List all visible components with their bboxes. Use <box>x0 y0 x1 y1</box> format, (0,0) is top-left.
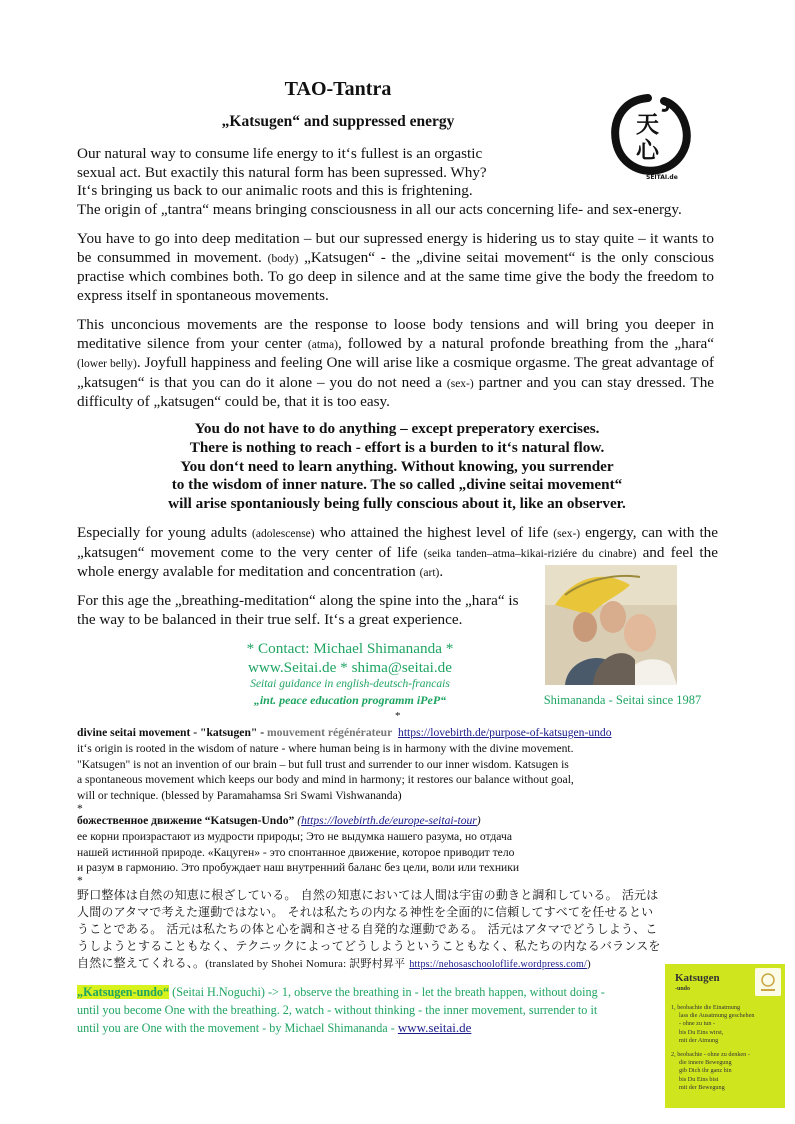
small-note: (art) <box>419 567 440 580</box>
contact-programm: „int. peace education programm iPeP“ <box>253 693 447 707</box>
card-line: lass die Ausatmung geschehen <box>679 1012 755 1020</box>
text-run: . Joyfull happiness and feeling One will arise like a cosmique orgasme. The great advantage of „katsugen“ is that you can do it alone – you do not need a <box>77 354 715 391</box>
text-run: „Katsugen“ - the „divine seitai movement“ is the only conscious practise which combines both. To go deep in silence and at the same time give the body the freedom to express itself in spontaneous movements. <box>77 248 715 304</box>
text-line <box>77 983 667 1001</box>
text-run: (Seitai H.Noguchi) -> 1, observe the breathing in - let the breath happen, without doing - <box>169 985 605 999</box>
small-note: (sex-) <box>446 377 474 390</box>
text-line: it‘s origin is rooted in the wisdom of nature - where human being is in harmony with the divine movement. <box>77 741 574 755</box>
small-note: (body) <box>267 252 299 265</box>
paren: ( <box>297 814 302 827</box>
nehosa-link[interactable]: https://nehosaschooloflife.wordpress.com/ <box>409 959 587 970</box>
text-run: You have to go into deep meditation – but our supressed energy is hidering us to stay quite – it wants to be consummed in movement. <box>77 230 714 266</box>
text-run: This unconcious movements are the response to loose body tensions and will bring you deeper in meditative silence from your center <box>77 316 714 352</box>
text-line: "Katsugen" is not an invention of our brain – but full trust and surrender to our inner wisdom. Katsugen is <box>77 757 569 771</box>
card-line: mit der Bewegung <box>679 1083 725 1091</box>
card-line: bis Du Eins wirst, <box>679 1028 724 1036</box>
russian-section <box>77 813 717 886</box>
small-note: (adolescense) <box>252 528 315 540</box>
contact-line: * Contact: Michael Shimananda * <box>246 640 454 657</box>
key-message-line: You don‘t need to learn anything. Without knowing, you surrender <box>180 457 614 475</box>
paren: ) <box>476 814 481 827</box>
english-heading <box>77 725 717 741</box>
small-note: (sex-) <box>553 528 581 540</box>
key-message-block <box>77 420 717 514</box>
text-line <box>77 955 717 973</box>
separator-star: * <box>77 801 83 815</box>
text-line: sexual act. But exactily this natural form has been supressed. Why? <box>77 163 487 181</box>
card-line: - ohne zu tun - <box>679 1020 716 1028</box>
text-line: 野口整体は自然の知恵に根ざしている。 自然の知恵においては人間は宇宙の動きと調和している。 活元は <box>77 888 659 902</box>
small-note: (seika tanden–atma–kikai-riziére du cinabre) <box>423 547 637 560</box>
text-line: 人間のアタマで考えた運動ではない。 それは私たちの内なる神性を全面的に信頼してすべてを任せるとい <box>77 905 654 919</box>
english-section <box>77 725 717 814</box>
text-line: и разум в гармонию. Это пробуждает наш внутренний баланс без цели, воли или техники <box>77 861 520 875</box>
separator-star: * <box>395 710 401 722</box>
logo-kanji-bottom: 心 <box>636 138 659 164</box>
logo-kanji-top: 天 <box>636 112 659 138</box>
text-line: Our natural way to consume life energy to it‘s fullest is an orgastic <box>77 145 483 162</box>
card-title: Katsugen <box>675 972 720 984</box>
text-run: partner and you can stay dressed. The difficulty of „katsugen“ could be, that it is too easy. <box>77 373 715 411</box>
paren: ) <box>586 958 591 970</box>
key-message-line: will arise spontaniously being fully conscious about it, like an observer. <box>168 495 626 513</box>
text-line <box>77 1019 667 1037</box>
text-run: 自然に整えてくれる、。 <box>77 956 206 970</box>
text-line: will or technique. (blessed by Paramahamsa Sri Swami Vishwananda) <box>77 789 402 803</box>
logo-caption: SEITAI.de <box>646 174 678 181</box>
heading-bold: divine seitai movement - "katsugen" - <box>77 726 265 739</box>
seitai-link[interactable]: www.seitai.de <box>397 1020 472 1036</box>
card-text <box>671 1004 754 1092</box>
russian-heading <box>77 813 717 829</box>
card-line: 2, beobachte - ohne zu denken - <box>671 1051 750 1059</box>
text-line: うしようとすることもなく、テクニックによってどうしようということもなく、私たちの内なるバランスを <box>77 939 661 953</box>
small-note: (lower belly) <box>77 358 137 371</box>
text-run: engergy, can with the „katsugen“ movement come to the very center of life <box>77 524 718 561</box>
text-run: until you are One with the movement - by Michael Shimananda - <box>77 1021 398 1036</box>
card-line: bis Du Eins bist <box>679 1075 719 1083</box>
card-line: gib Dich ihr ganz hin <box>679 1067 732 1075</box>
text-line: It‘s bringing us back to our animalic roots and this is frightening. <box>77 182 473 200</box>
card-logo-icon <box>755 968 781 996</box>
japanese-section <box>77 887 717 973</box>
katsugen-highlight: „Katsugen-undo“ <box>77 985 170 999</box>
photo-caption: Shimananda - Seitai since 1987 <box>543 693 702 707</box>
text-line: うことである。 活元は私たちの体と心を調和させる自発的な運動である。 活元はアタマでどうしよう、こ <box>77 922 658 936</box>
page-subtitle: „Katsugen“ and suppressed energy <box>221 113 455 130</box>
text-run: . <box>439 563 444 581</box>
shimananda-photo <box>545 565 677 685</box>
card-line: die innere Bewegung <box>679 1059 732 1067</box>
page-title: TAO-Tantra <box>284 78 392 100</box>
text-line: нашей истинной природе. «Кацуген» - это спонтанное движение, которое приводит тело <box>77 845 515 859</box>
small-note: (atma) <box>307 338 338 351</box>
text-run: and feel the whole energy avalable for meditation and concentration <box>77 543 718 581</box>
contact-languages: Seitai guidance in english-deutsch-francais <box>250 678 450 690</box>
intro-paragraph <box>77 145 714 219</box>
card-subtitle: -undo <box>675 986 691 992</box>
text-line: a spontaneous movement which keeps our body and mind in harmony; it restores our balance without goal, <box>77 773 574 787</box>
separator-star: * <box>77 874 83 888</box>
key-message-line: to the wisdom of inner nature. The so called „divine seitai movement“ <box>171 476 623 494</box>
lovebirth-tour-link[interactable]: https://lovebirth.de/europe-seitai-tour <box>301 814 477 827</box>
lovebirth-purpose-link[interactable]: https://lovebirth.de/purpose-of-katsugen-undo <box>398 726 612 739</box>
heading-french: mouvement régénérateur <box>267 726 393 739</box>
text-line: ее корни произрастают из мудрости природы; Это не выдумка нашего разума, но отдача <box>77 829 512 843</box>
translator-credit: (translated by Shohei Nomura: 訳野村昇平 <box>205 958 406 970</box>
katsugen-instructions <box>77 983 667 1038</box>
breathing-paragraph: For this age the „breathing-meditation“ along the spine into the „hara“ is the way to be balanced in their true self. It‘s a great experience. <box>77 592 519 628</box>
katsugen-card <box>665 964 785 1108</box>
card-line: mit der Atmung <box>679 1036 719 1044</box>
text-run: Especially for young adults <box>77 524 248 541</box>
contact-web-email[interactable]: www.Seitai.de * shima@seitai.de <box>247 659 453 676</box>
movements-paragraph <box>77 316 714 412</box>
card-line: 1, beobachte die Einatmung <box>671 1004 741 1011</box>
meditation-paragraph <box>77 230 714 305</box>
heading-bold: божественное движение “Katsugen-Undo” <box>77 814 295 827</box>
key-message-line: There is nothing to reach - effort is a burden to it‘s natural flow. <box>189 438 605 456</box>
key-message-line: You do not have to do anything – except preperatory exercises. <box>194 420 600 437</box>
text-run: who attained the highest level of life <box>319 524 549 541</box>
text-line: until you become One with the breathing. 2, watch - without thinking - the inner movement, surrender to it <box>77 1003 598 1018</box>
text-run: , followed by a natural profonde breathing from the „hara“ <box>337 334 715 352</box>
text-line: The origin of „tantra“ means bringing consciousness in all our acts concerning life- and sex-energy. <box>77 200 682 218</box>
